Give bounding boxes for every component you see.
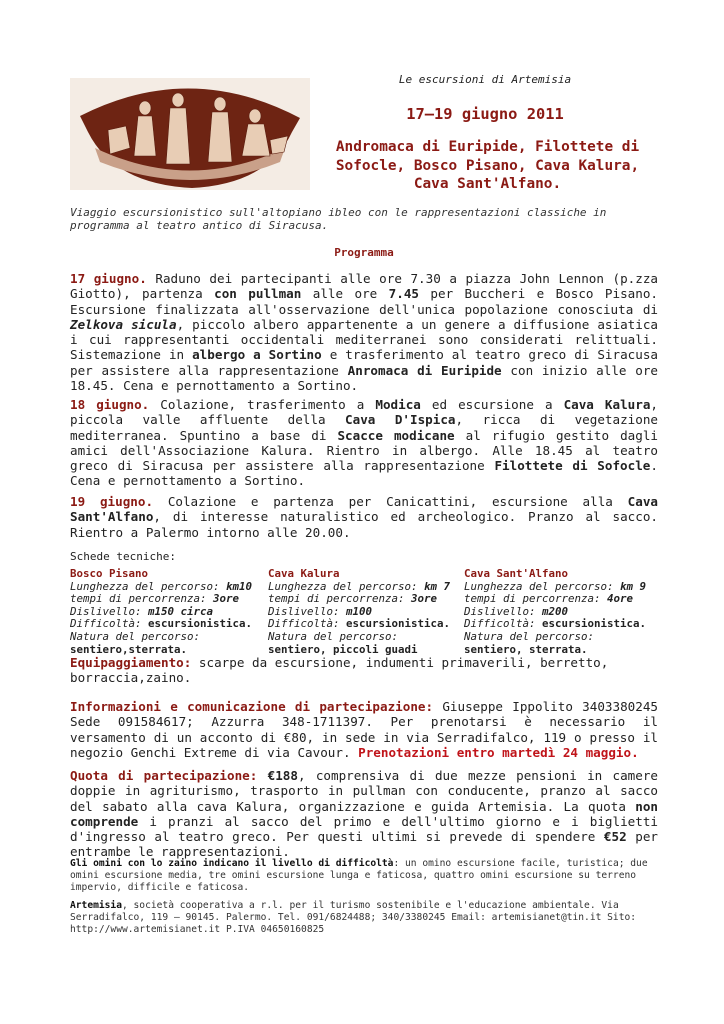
day3-date: 19 giugno. xyxy=(70,494,154,509)
booking-deadline: Prenotazioni entro martedì 24 maggio. xyxy=(358,744,639,760)
day1-paragraph: 17 giugno. Raduno dei partecipanti alle ore 7.30 a piazza John Lennon (p.zza Giotto), partenza con pullman alle ore 7.45 per Buccheri e Bosco Pisano. Escursione finalizzata all'osservazione dell'unica popolazione conosciuta di Zelkova sicula, piccolo albero appartenente a un genere a diffusione asiatica i cui rappresentanti occidentali mediterranei sono considerati relittuali. Sistemazione in albergo a Sortino e trasferimento al teatro greco di Siracusa per assistere alla rappresentazione Anromaca di Euripide con inizio alle ore 18.45. Cena e pernottamento a Sortino. xyxy=(70,271,659,394)
scheda-cava-sant-alfano: Cava Sant'Alfano Lunghezza del percorso: km 9 tempi di percorrenza: 4ore Dislivello: m200 Difficoltà: escursionistica. Natura del percorso: sentiero, sterrata. xyxy=(464,567,647,656)
intro-text: Viaggio escursionistico sull'altopiano ibleo con le rappresentazioni classiche in programma al teatro antico di Siracusa. xyxy=(70,206,607,232)
event-date: 17–19 giugno 2011 xyxy=(406,105,564,123)
event-title: Andromaca di Euripide, Filottete di Sofocle, Bosco Pisano, Cava Kalura, Cava Sant'Alfano. xyxy=(335,139,640,192)
scheda-bosco-pisano: Bosco Pisano Lunghezza del percorso: km10 tempi di percorrenza: 3ore Dislivello: m150 circa Difficoltà: escursionistica. Natura del percorso: sentiero,sterrata. xyxy=(70,567,253,656)
vase-illustration xyxy=(70,78,310,190)
day2-paragraph: 18 giugno. Colazione, trasferimento a Modica ed escursione a Cava Kalura, piccola valle affluente della Cava D'Ispica, ricca di vegetazione mediterranea. Spuntino a base di Scacce modicane al rifugio gestito dagli amici dell'Associazione Kalura. Rientro in albergo. Alle 18.45 al teatro greco di Siracusa per assistere alla rappresentazione Filottete di Sofocle. Cena e pernottamento a Sortino. xyxy=(70,397,659,489)
quota-paragraph: Quota di partecipazione: €188, comprensiva di due mezze pensioni in camere doppie in agriturismo, trasporto in pullman con conducente, pranzo al sacco del sabato alla cava Kalura, organizzazione e guida Artemisia. La quota non comprende i pranzi al sacco del primo e dell'ultimo giorno e i biglietti d'ingresso al teatro greco. Per questi ultimi si prevede di spendere €52 per entrambe le rappresentazioni. xyxy=(70,768,658,860)
difficulty-note: Gli omini con lo zaino indicano il livello di difficoltà: un omino escursione facile, turistica; due omini escursione media, tre omini escursione lunga e faticosa, quattro omini escursione su terreno impervio, difficile e faticosa. xyxy=(70,858,648,893)
info-paragraph: Informazioni e comunicazione di partecipazione: Giuseppe Ippolito 3403380245 Sede 091584617; Azzurra 348-1711397. Per prenotarsi è necessario il versamento di un acconto di €80, in sede in via Serradifalco, 119 o presso il negozio Genchi Extreme di via Cavour. Prenotazioni entro martedì 24 maggio. xyxy=(70,699,658,760)
footer-info: Artemisia, società cooperativa a r.l. per il turismo sostenibile e l'educazione ambientale. Via Serradifalco, 119 – 90145. Palermo. Tel. 091/6824488; 340/3380245 Email: artemisianet@tin.it Sito: http://www.artemisianet.it P.IVA 04650160825 xyxy=(70,900,637,935)
schede-heading: Schede tecniche: xyxy=(70,550,176,563)
day2-date: 18 giugno. xyxy=(70,397,150,412)
series-title: Le escursioni di Artemisia xyxy=(398,73,572,86)
program-heading: Programma xyxy=(334,246,394,259)
price: €188 xyxy=(267,768,298,783)
day1-date: 17 giugno. xyxy=(70,271,147,286)
scheda-cava-kalura: Cava Kalura Lunghezza del percorso: km 7 tempi di percorrenza: 3ore Dislivello: m100 Difficoltà: escursionistica. Natura del percorso: sentiero, piccoli guadi xyxy=(268,567,451,656)
equipment-paragraph: Equipaggiamento: scarpe da escursione, indumenti primaverili, berretto, borraccia,zaino. xyxy=(70,655,609,686)
day3-paragraph: 19 giugno. Colazione e partenza per Canicattini, escursione alla Cava Sant'Alfano, di interesse naturalistico ed archeologico. Pranzo al sacco. Rientro a Palermo intorno alle 20.00. xyxy=(70,494,659,540)
